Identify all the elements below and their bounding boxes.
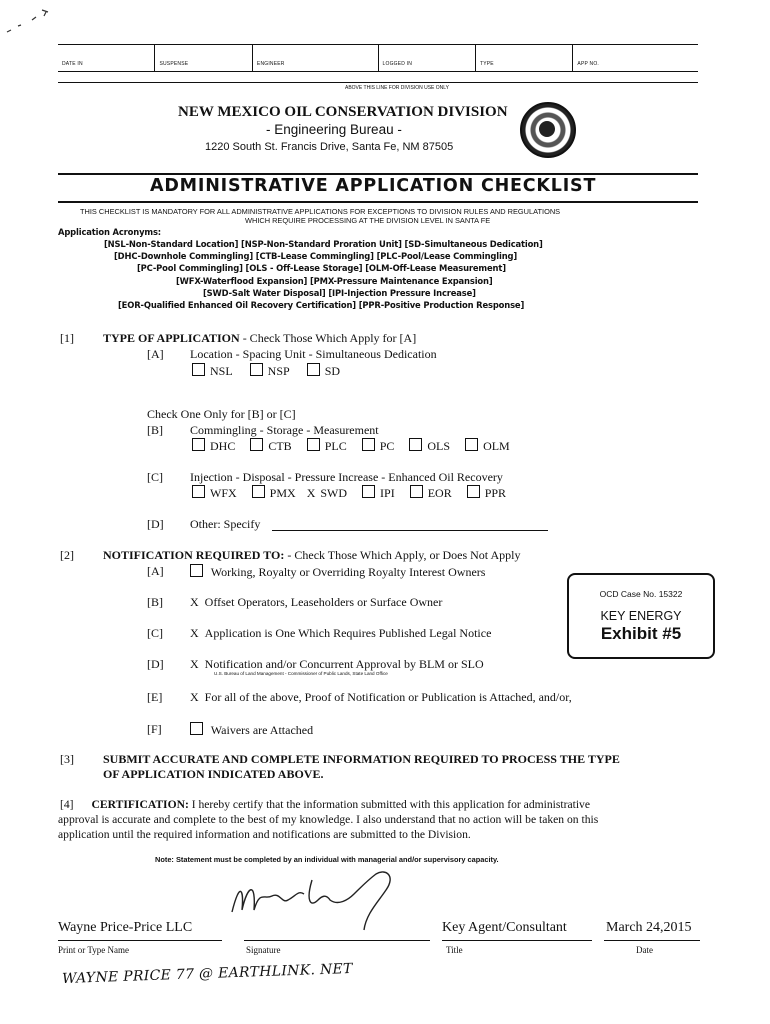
signature-line [244, 940, 430, 941]
label-signature: Signature [246, 945, 281, 955]
section-2-number: [2] [60, 548, 74, 562]
check-one-note: Check One Only for [B] or [C] [147, 407, 296, 421]
managerial-note: Note: Statement must be completed by an individual with managerial and/or supervisory capacity. [155, 855, 499, 864]
section-3-line-2: OF APPLICATION INDICATED ABOVE. [103, 767, 324, 781]
divider [58, 201, 698, 203]
name-line [58, 940, 222, 941]
divider [58, 173, 698, 175]
s2-f-text: Waivers are Attached [210, 723, 314, 737]
s2-f-label: [F] [147, 722, 162, 736]
printed-title: Key Agent/Consultant [442, 920, 567, 935]
s2-d-checkmark[interactable]: X [190, 657, 199, 671]
signature-text [240, 880, 303, 891]
other-specify-field[interactable] [272, 530, 548, 531]
wfx-label: WFX [210, 486, 237, 500]
s1-a-text: Location - Spacing Unit - Simultaneous Dedication [190, 347, 437, 361]
ipi-label: IPI [380, 486, 395, 500]
ppr-label: PPR [484, 486, 507, 500]
section-4-line-3: application until the required information and notifications are submitted to the Division. [58, 828, 471, 841]
section-3-number: [3] [60, 752, 74, 766]
nsp-checkbox[interactable] [250, 363, 263, 376]
state-seal-icon [520, 102, 576, 158]
ipi-checkbox[interactable] [362, 485, 375, 498]
s2-e-checkmark[interactable]: X [190, 690, 199, 704]
form-title: ADMINISTRATIVE APPLICATION CHECKLIST [150, 176, 597, 196]
cell-date-in: DATE IN [58, 45, 155, 71]
section-1-instruction: - Check Those Which Apply for [A] [239, 331, 417, 345]
sd-checkbox[interactable] [307, 363, 320, 376]
signature-scribble[interactable] [226, 860, 416, 940]
s1-c-label: [C] [147, 470, 163, 484]
section-2-heading: NOTIFICATION REQUIRED TO: [103, 548, 285, 562]
s2-d-label: [D] [147, 657, 164, 671]
s2-b-label: [B] [147, 595, 163, 609]
olm-label: OLM [483, 439, 510, 453]
s1-d-text: Other: Specify [190, 517, 261, 531]
divider [58, 82, 698, 83]
s1-a-label: [A] [147, 347, 164, 361]
wfx-checkbox[interactable] [192, 485, 205, 498]
dhc-checkbox[interactable] [192, 438, 205, 451]
ols-label: OLS [427, 439, 451, 453]
s2-e-label: [E] [147, 690, 163, 704]
cell-type: TYPE [476, 45, 573, 71]
division-use-table [58, 44, 698, 72]
printed-name: Wayne Price-Price LLC [58, 920, 193, 935]
ctb-label: CTB [268, 439, 292, 453]
section-4-heading: CERTIFICATION: [91, 798, 189, 811]
mandatory-line-1: THIS CHECKLIST IS MANDATORY FOR ALL ADMINISTRATIVE APPLICATIONS FOR EXCEPTIONS TO DIVISION RULES AND REGULATIONS [80, 207, 561, 216]
pc-checkbox[interactable] [362, 438, 375, 451]
nsl-label: NSL [210, 364, 233, 378]
ctb-checkbox[interactable] [250, 438, 263, 451]
agency-address: 1220 South St. Francis Drive, Santa Fe, NM 87505 [205, 141, 454, 153]
date-line [604, 940, 700, 941]
exhibit-stamp [567, 573, 715, 659]
cell-app-no: APP NO. [577, 61, 599, 67]
cell-suspense: SUSPENSE [155, 45, 252, 71]
section-1-heading: TYPE OF APPLICATION [103, 331, 240, 345]
dhc-label: DHC [210, 439, 236, 453]
mandatory-line-2: WHICH REQUIRE PROCESSING AT THE DIVISION LEVEL IN SANTA FE [245, 216, 491, 225]
s2-a-checkbox[interactable] [190, 564, 203, 577]
corner-marks [4, 6, 54, 36]
agency-bureau: - Engineering Bureau - [266, 122, 402, 137]
s2-a-text: Working, Royalty or Overriding Royalty Interest Owners [210, 565, 486, 579]
nsp-label: NSP [267, 364, 290, 378]
s2-d-text: Notification and/or Concurrent Approval by BLM or SLO [204, 657, 484, 671]
exhibit-company: KEY ENERGY [600, 609, 682, 623]
nsl-checkbox[interactable] [192, 363, 205, 376]
swd-label: SWD [320, 486, 348, 500]
swd-checkmark[interactable]: X [306, 486, 316, 500]
s2-c-label: [C] [147, 626, 163, 640]
acronym-line: [DHC-Downhole Commingling] [CTB-Lease Commingling] [PLC-Pool/Lease Commingling] [114, 251, 518, 261]
label-date: Date [636, 945, 653, 955]
agency-name: NEW MEXICO OIL CONSERVATION DIVISION [178, 104, 508, 120]
acronym-line: [SWD-Salt Water Disposal] [IPI-Injection Pressure Increase] [203, 288, 476, 298]
section-3-line-1: SUBMIT ACCURATE AND COMPLETE INFORMATION REQUIRED TO PROCESS THE TYPE [103, 752, 620, 766]
acronym-line: [PC-Pool Commingling] [OLS - Off-Lease Storage] [OLM-Off-Lease Measurement] [137, 263, 506, 273]
s2-e-text: For all of the above, Proof of Notification or Publication is Attached, and/or, [204, 690, 572, 704]
section-2-instruction: - Check Those Which Apply, or Does Not Apply [284, 548, 521, 562]
section-4-line-2: approval is accurate and complete to the best of my knowledge. I also understand that no action will be taken on this [58, 813, 599, 826]
pmx-label: PMX [269, 486, 296, 500]
s2-c-checkmark[interactable]: X [190, 626, 199, 640]
s1-d-label: [D] [147, 517, 164, 531]
eor-checkbox[interactable] [410, 485, 423, 498]
exhibit-case-number: OCD Case No. 15322 [599, 589, 683, 599]
s2-f-checkbox[interactable] [190, 722, 203, 735]
division-use-note: ABOVE THIS LINE FOR DIVISION USE ONLY [345, 85, 450, 91]
olm-checkbox[interactable] [465, 438, 478, 451]
label-print-name: Print or Type Name [58, 945, 129, 955]
cell-logged-in: LOGGED IN [379, 45, 476, 71]
acronyms-heading: Application Acronyms: [58, 227, 161, 237]
exhibit-label: Exhibit #5 [600, 624, 682, 643]
section-4-number: [4] [60, 798, 74, 811]
eor-label: EOR [427, 486, 452, 500]
s2-a-label: [A] [147, 564, 164, 578]
acronym-line: [NSL-Non-Standard Location] [NSP-Non-Standard Proration Unit] [SD-Simultaneous Dedication] [104, 239, 543, 249]
s2-d-subnote: U.S. Bureau of Land Management - Commissioner of Public Lands, State Land Office [214, 671, 388, 676]
section-1-number: [1] [60, 331, 74, 345]
pmx-checkbox[interactable] [252, 485, 265, 498]
ols-checkbox[interactable] [409, 438, 422, 451]
cell-engineer: ENGINEER [253, 45, 379, 71]
pc-label: PC [379, 439, 395, 453]
handwritten-email: WAYNE PRICE 77 @ EARTHLINK. NET [61, 960, 353, 988]
label-title: Title [446, 945, 463, 955]
s1-c-text: Injection - Disposal - Pressure Increase - Enhanced Oil Recovery [190, 470, 503, 484]
s2-b-checkmark[interactable]: X [190, 595, 199, 609]
s2-b-text: Offset Operators, Leaseholders or Surface Owner [204, 595, 443, 609]
printed-date: March 24,2015 [606, 920, 692, 935]
s2-c-text: Application is One Which Requires Published Legal Notice [204, 626, 492, 640]
title-line [442, 940, 592, 941]
acronym-line: [WFX-Waterflood Expansion] [PMX-Pressure Maintenance Expansion] [176, 276, 493, 286]
s1-b-text: Commingling - Storage - Measurement [190, 423, 379, 437]
sd-label: SD [324, 364, 341, 378]
ppr-checkbox[interactable] [467, 485, 480, 498]
acronym-line: [EOR-Qualified Enhanced Oil Recovery Certification] [PPR-Positive Production Response] [118, 300, 525, 310]
section-4-line-1: I hereby certify that the information submitted with this application for administrative [188, 798, 590, 811]
plc-checkbox[interactable] [307, 438, 320, 451]
plc-label: PLC [324, 439, 347, 453]
s1-b-label: [B] [147, 423, 163, 437]
